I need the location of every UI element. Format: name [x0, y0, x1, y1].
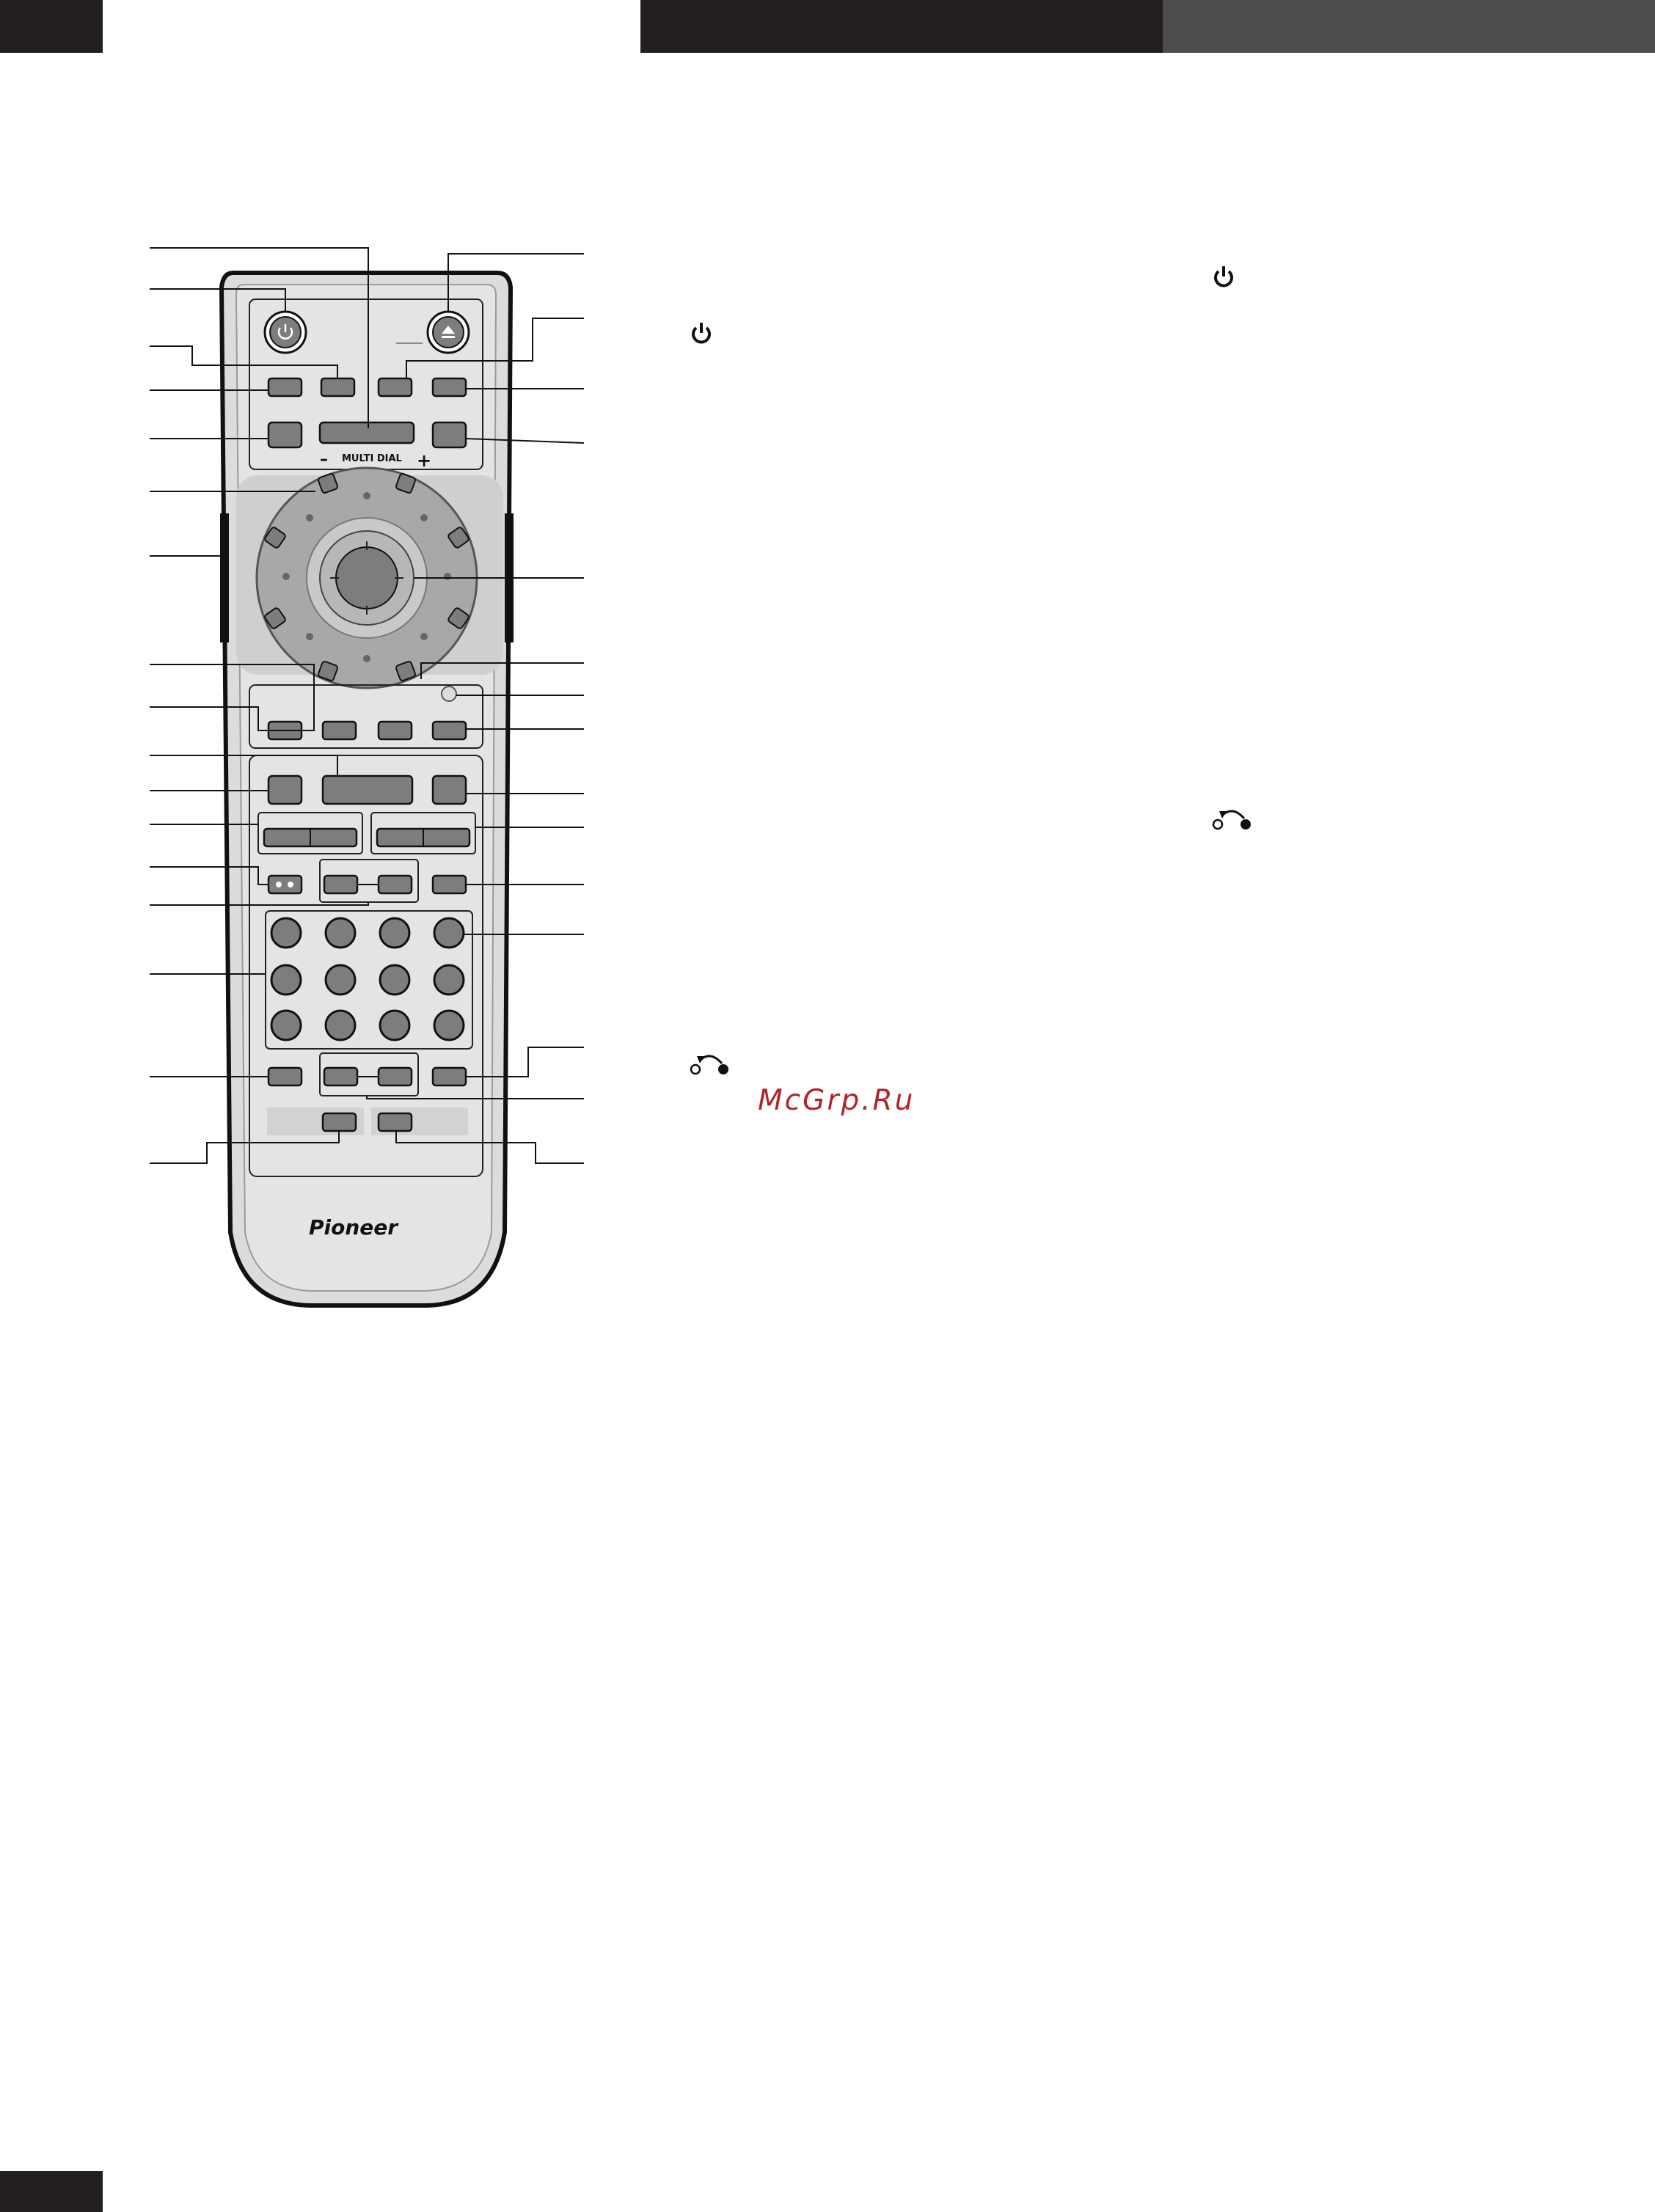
header-grey-bar: [1163, 0, 1655, 53]
remote-control-figure: [139, 235, 609, 1320]
svg-text:–: –: [320, 450, 328, 469]
header-left-tab: [0, 0, 103, 53]
svg-text:MULTI DIAL: MULTI DIAL: [342, 453, 402, 464]
svg-text:+: +: [417, 450, 432, 471]
svg-text:Pioneer: Pioneer: [309, 1215, 398, 1239]
standby-power-icon: [1212, 264, 1235, 289]
standby-on-button: [265, 312, 306, 353]
header-dark-bar: [640, 0, 1163, 53]
footer-left-tab: [0, 2171, 103, 2212]
standby-power-icon: [690, 321, 713, 345]
open-close-button: [428, 312, 469, 353]
return-arrow-icon: [1212, 805, 1254, 830]
return-arrow-icon: [690, 1050, 732, 1075]
watermark-text: McGrp.Ru: [758, 1084, 916, 1117]
